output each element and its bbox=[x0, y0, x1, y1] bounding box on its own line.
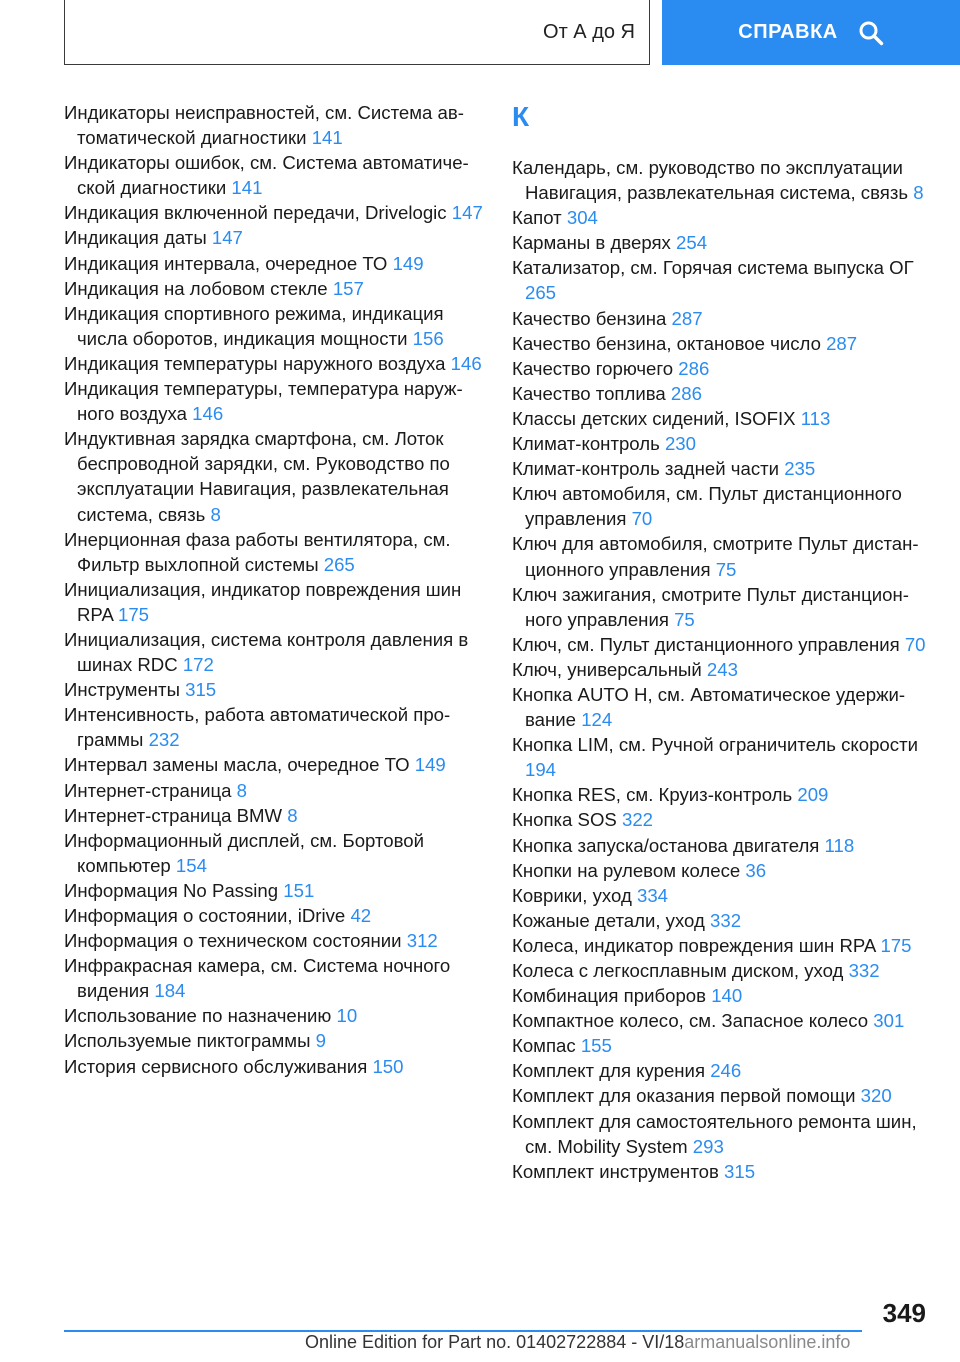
index-entry-page-link[interactable]: 320 bbox=[860, 1085, 892, 1107]
index-entry-page-link[interactable]: 75 bbox=[674, 608, 695, 630]
index-entry-text: Индикация температуры, температура наружного воздуха bbox=[64, 378, 463, 425]
index-entry bbox=[512, 1109, 937, 1159]
index-entry-page-link[interactable]: 322 bbox=[622, 809, 654, 831]
index-entry-text: Индикаторы неисправностей, см. Система автоматической диагностики bbox=[64, 102, 464, 149]
index-entry-page-link[interactable]: 10 bbox=[336, 1005, 358, 1027]
index-entry-page-link[interactable]: 8 bbox=[287, 804, 298, 826]
index-entry-text: Комплект для оказания первой помощи bbox=[512, 1085, 856, 1107]
index-entry-text: Инициализация, индикатор повреждения шин RPA bbox=[64, 578, 462, 625]
index-entry-text: Ключ для автомобиля, смотрите Пульт дистанционного управления bbox=[512, 533, 919, 580]
index-entry-page-link[interactable]: 150 bbox=[372, 1055, 404, 1077]
index-entry bbox=[64, 627, 484, 677]
index-entry-page-link[interactable]: 315 bbox=[185, 679, 217, 701]
index-entry-text: Климат-контроль bbox=[512, 433, 660, 455]
index-entry-page-link[interactable]: 151 bbox=[283, 879, 315, 901]
footer bbox=[305, 1332, 850, 1353]
index-entry-page-link[interactable]: 287 bbox=[671, 307, 703, 329]
reference-tab[interactable] bbox=[662, 0, 960, 65]
index-entry-text: Компактное колесо, см. Запасное колесо bbox=[512, 1010, 869, 1032]
index-entry bbox=[64, 878, 484, 903]
index-entry-page-link[interactable]: 147 bbox=[211, 227, 243, 249]
index-entry bbox=[64, 251, 484, 276]
index-entry-page-link[interactable]: 146 bbox=[450, 352, 482, 374]
index-entry-text: Индикаторы ошибок, см. Система автоматической диагностики bbox=[64, 152, 469, 199]
index-entry bbox=[64, 778, 484, 803]
footer-watermark: armanualsonline.info bbox=[684, 1332, 851, 1352]
index-entry bbox=[512, 331, 937, 356]
index-entry bbox=[64, 376, 484, 426]
index-entry-text: История сервисного обслуживания bbox=[64, 1055, 368, 1077]
index-entry-page-link[interactable]: 154 bbox=[175, 854, 207, 876]
index-entry-page-link[interactable]: 157 bbox=[332, 277, 364, 299]
index-entry-page-link[interactable]: 332 bbox=[710, 909, 742, 931]
index-entry-text: Ключ, см. Пульт дистанционного управления bbox=[512, 633, 900, 655]
index-entry-text: Кнопка SOS bbox=[512, 809, 617, 831]
index-entry bbox=[512, 1033, 937, 1058]
search-icon[interactable] bbox=[858, 20, 884, 46]
index-entry bbox=[512, 983, 937, 1008]
index-entry-page-link[interactable]: 141 bbox=[231, 177, 263, 199]
index-entry bbox=[512, 1008, 937, 1033]
index-entry bbox=[64, 1003, 484, 1028]
index-entry-text: Календарь, см. руководство по эксплуатации Навигация, развлекательная система, связь bbox=[512, 157, 909, 204]
index-entry-text: Катализатор, см. Горячая система выпуска ОГ bbox=[512, 257, 914, 279]
index-entry-text: Интернет-страница BMW bbox=[64, 804, 283, 826]
index-entry bbox=[64, 301, 484, 351]
index-entry-text: Индикация включенной передачи, Drivelogic bbox=[64, 202, 447, 224]
index-entry-text: Индикация интервала, очередное ТО bbox=[64, 252, 388, 274]
index-entry-page-link[interactable]: 334 bbox=[636, 884, 669, 906]
index-entry bbox=[512, 958, 937, 983]
index-entry-page-link[interactable]: 265 bbox=[525, 282, 557, 304]
index-entry bbox=[64, 1054, 484, 1079]
index-entry-text: Индикация на лобовом стекле bbox=[64, 277, 328, 299]
index-entry bbox=[512, 657, 937, 682]
index-entry-page-link[interactable]: 194 bbox=[525, 759, 557, 781]
index-entry-page-link[interactable]: 235 bbox=[784, 458, 816, 480]
index-entry-text: Коврики, уход bbox=[512, 884, 632, 906]
index-entry-page-link[interactable]: 75 bbox=[715, 558, 737, 580]
index-entry-page-link[interactable]: 42 bbox=[350, 905, 372, 926]
index-entry-page-link[interactable]: 286 bbox=[678, 357, 710, 379]
index-entry-text: Кнопка RES, см. Круиз-контроль bbox=[512, 784, 793, 806]
index-entry-text: Инфракрасная камера, см. Система ночного видения bbox=[64, 955, 451, 1002]
index-entry-page-link[interactable]: 243 bbox=[706, 658, 738, 680]
index-entry bbox=[512, 381, 937, 406]
index-entry bbox=[512, 858, 937, 883]
index-entry-text: Комплект для курения bbox=[512, 1060, 706, 1082]
index-entry-page-link[interactable]: 286 bbox=[670, 382, 702, 404]
index-entry bbox=[64, 351, 484, 376]
index-entry-text: Ключ автомобиля, см. Пульт дистанционного управления bbox=[512, 483, 902, 530]
index-entry bbox=[512, 255, 937, 305]
index-entry bbox=[64, 577, 484, 627]
index-entry-text: Индикация даты bbox=[64, 227, 207, 249]
index-entry bbox=[64, 1028, 484, 1053]
index-entry bbox=[512, 732, 937, 782]
index-entry bbox=[512, 807, 937, 832]
index-entry-text: Качество бензина bbox=[512, 307, 667, 329]
index-entry bbox=[64, 953, 484, 1003]
index-entry-text: Комбинация приборов bbox=[512, 985, 707, 1007]
index-entry-text: Качество топлива bbox=[512, 382, 666, 404]
index-list-right bbox=[512, 155, 937, 1184]
index-entry-text: Информация о состоянии, iDrive bbox=[64, 905, 346, 926]
index-entry-text: Используемые пиктограммы bbox=[64, 1030, 311, 1052]
index-entry-text: Инструменты bbox=[64, 679, 180, 701]
index-entry bbox=[64, 225, 484, 250]
index-entry-page-link[interactable]: 184 bbox=[154, 980, 186, 1002]
index-entry-page-link[interactable]: 293 bbox=[692, 1135, 724, 1157]
index-entry-page-link[interactable]: 70 bbox=[904, 633, 926, 655]
index-column-left bbox=[64, 100, 484, 1079]
index-entry-page-link[interactable]: 287 bbox=[826, 332, 858, 354]
index-entry-text: Интервал замены масла, очередное ТО bbox=[64, 754, 410, 776]
index-column-right bbox=[512, 100, 937, 1184]
index-entry-page-link[interactable]: 149 bbox=[392, 252, 424, 274]
index-entry-text: Климат-контроль задней части bbox=[512, 458, 780, 480]
index-entry-text: Информационный дисплей, см. Бортовой компьютер bbox=[64, 829, 425, 876]
index-entry-text: Компас bbox=[512, 1035, 576, 1057]
index-entry bbox=[64, 803, 484, 828]
index-entry-page-link[interactable]: 175 bbox=[880, 934, 912, 956]
index-entry bbox=[512, 632, 937, 657]
index-entry-page-link[interactable]: 175 bbox=[118, 603, 150, 625]
index-entry bbox=[512, 356, 937, 381]
index-entry-text: Инерционная фаза работы вентилятора, см. Фильтр выхлопной системы bbox=[64, 528, 451, 575]
index-entry-text: Кнопка LIM, см. Ручной ограничитель скорости bbox=[512, 734, 918, 756]
index-entry bbox=[64, 928, 484, 953]
index-entry-page-link[interactable]: 315 bbox=[724, 1160, 756, 1182]
index-entry-text: Кнопка запуска/останова двигателя bbox=[512, 834, 820, 856]
index-entry bbox=[512, 682, 937, 732]
index-entry-page-link[interactable]: 301 bbox=[873, 1010, 905, 1032]
index-entry-page-link[interactable]: 156 bbox=[412, 327, 444, 349]
index-entry bbox=[512, 205, 937, 230]
index-entry-text: Кнопки на рулевом колесе bbox=[512, 859, 741, 881]
index-entry bbox=[64, 677, 484, 702]
index-entry-text: Кнопка AUTO H, см. Автоматическое удерживание bbox=[512, 683, 906, 731]
index-entry-text: Колеса, индикатор повреждения шин RPA bbox=[512, 934, 876, 956]
reference-tab-label: СПРАВКА bbox=[738, 21, 838, 43]
index-entry-page-link[interactable]: 232 bbox=[148, 729, 180, 751]
index-entry bbox=[64, 150, 484, 200]
index-entry bbox=[512, 1083, 937, 1108]
index-entry bbox=[64, 828, 484, 878]
index-entry-text: Инициализация, система контроля давления в шинах RDC bbox=[64, 628, 469, 676]
index-entry bbox=[512, 155, 937, 205]
index-entry-text: Интенсивность, работа автоматической программы bbox=[64, 704, 451, 751]
index-entry-page-link[interactable]: 254 bbox=[676, 232, 708, 254]
index-entry-text: Карманы в дверях bbox=[512, 232, 671, 254]
index-entry bbox=[512, 481, 937, 531]
index-entry-text: Качество бензина, октановое число bbox=[512, 332, 821, 354]
index-entry-text: Ключ, универсальный bbox=[512, 658, 702, 680]
index-entry bbox=[512, 531, 937, 581]
index-entry-text: Интернет-страница bbox=[64, 779, 232, 801]
index-entry bbox=[64, 100, 484, 150]
page-number: 349 bbox=[882, 1298, 926, 1328]
index-entry-text: Использование по назначению bbox=[64, 1005, 332, 1027]
index-entry bbox=[512, 833, 937, 858]
index-entry bbox=[64, 200, 484, 225]
index-entry-text: Классы детских сидений, ISOFIX bbox=[512, 407, 796, 429]
index-entry-text: Информация о техническом состоянии bbox=[64, 930, 402, 952]
index-entry bbox=[64, 426, 484, 526]
index-entry-page-link[interactable]: 124 bbox=[581, 709, 613, 731]
index-entry-page-link[interactable]: 172 bbox=[182, 654, 214, 676]
index-entry bbox=[64, 527, 484, 577]
index-entry-text: Комплект для самостоятельного ремонта шин, см. Mobility System bbox=[512, 1110, 917, 1157]
index-entry bbox=[64, 752, 484, 777]
index-entry-page-link[interactable]: 304 bbox=[566, 207, 598, 229]
index-entry bbox=[512, 1159, 937, 1184]
index-entry-text: Индикация температуры наружного воздуха bbox=[64, 352, 446, 374]
index-entry-page-link[interactable]: 113 bbox=[800, 407, 831, 429]
index-entry bbox=[512, 431, 937, 456]
index-entry-page-link[interactable]: 230 bbox=[664, 433, 696, 455]
index-entry-page-link[interactable]: 265 bbox=[323, 553, 355, 575]
index-entry-text: Качество горючего bbox=[512, 357, 674, 379]
index-entry-page-link[interactable]: 146 bbox=[192, 403, 224, 425]
index-entry-text: Колеса с легкосплавным диском, уход bbox=[512, 960, 844, 981]
index-entry-page-link[interactable]: 332 bbox=[848, 960, 880, 981]
index-entry-page-link[interactable]: 140 bbox=[711, 985, 743, 1007]
index-entry-page-link[interactable]: 147 bbox=[451, 202, 483, 224]
index-entry-page-link[interactable]: 70 bbox=[631, 508, 653, 530]
index-entry bbox=[512, 908, 937, 933]
index-entry bbox=[512, 782, 937, 807]
index-entry bbox=[64, 903, 484, 928]
index-entry-text: Индуктивная зарядка смартфона, см. Лоток беспроводной зарядки, см. Руководство по эксплуатации Навигация, развлекательная система, связь bbox=[64, 428, 450, 525]
index-entry-page-link[interactable]: 8 bbox=[913, 182, 924, 204]
index-entry-page-link[interactable]: 155 bbox=[580, 1035, 612, 1057]
index-entry-page-link[interactable]: 246 bbox=[710, 1060, 742, 1082]
footer-edition: Online Edition for Part no. 01402722884 - VI/18 bbox=[305, 1332, 685, 1352]
index-entry bbox=[512, 582, 937, 632]
index-entry bbox=[512, 1058, 937, 1083]
section-tab-label: От А до Я bbox=[543, 20, 635, 43]
index-entry bbox=[512, 933, 937, 958]
index-entry bbox=[512, 230, 937, 255]
index-entry-text: Комплект инструментов bbox=[512, 1160, 719, 1182]
index-entry-page-link[interactable]: 209 bbox=[797, 784, 829, 806]
section-tab[interactable] bbox=[64, 0, 650, 65]
index-entry-page-link[interactable]: 149 bbox=[414, 754, 446, 776]
index-entry-page-link[interactable]: 8 bbox=[236, 779, 247, 801]
index-entry-text: Информация No Passing bbox=[64, 879, 279, 901]
index-entry bbox=[512, 456, 937, 481]
index-entry-text: Ключ зажигания, смотрите Пульт дистанционного управления bbox=[512, 583, 909, 630]
index-entry-page-link[interactable]: 141 bbox=[311, 127, 343, 149]
index-entry bbox=[512, 306, 937, 331]
index-entry-page-link[interactable]: 8 bbox=[210, 503, 221, 525]
index-entry bbox=[512, 406, 937, 431]
index-entry-page-link[interactable]: 9 bbox=[315, 1030, 326, 1052]
index-entry bbox=[64, 702, 484, 752]
index-entry-text: Кожаные детали, уход bbox=[512, 909, 705, 931]
index-entry-page-link[interactable]: 118 bbox=[824, 834, 855, 856]
index-entry-page-link[interactable]: 312 bbox=[406, 930, 438, 952]
index-entry-page-link[interactable]: 36 bbox=[745, 859, 767, 881]
letter-heading: К bbox=[512, 101, 530, 132]
index-entry bbox=[512, 883, 937, 908]
index-entry-text: Капот bbox=[512, 207, 562, 229]
index-entry-text: Индикация спортивного режима, индикация числа оборотов, индикация мощности bbox=[64, 302, 444, 349]
index-entry bbox=[64, 276, 484, 301]
